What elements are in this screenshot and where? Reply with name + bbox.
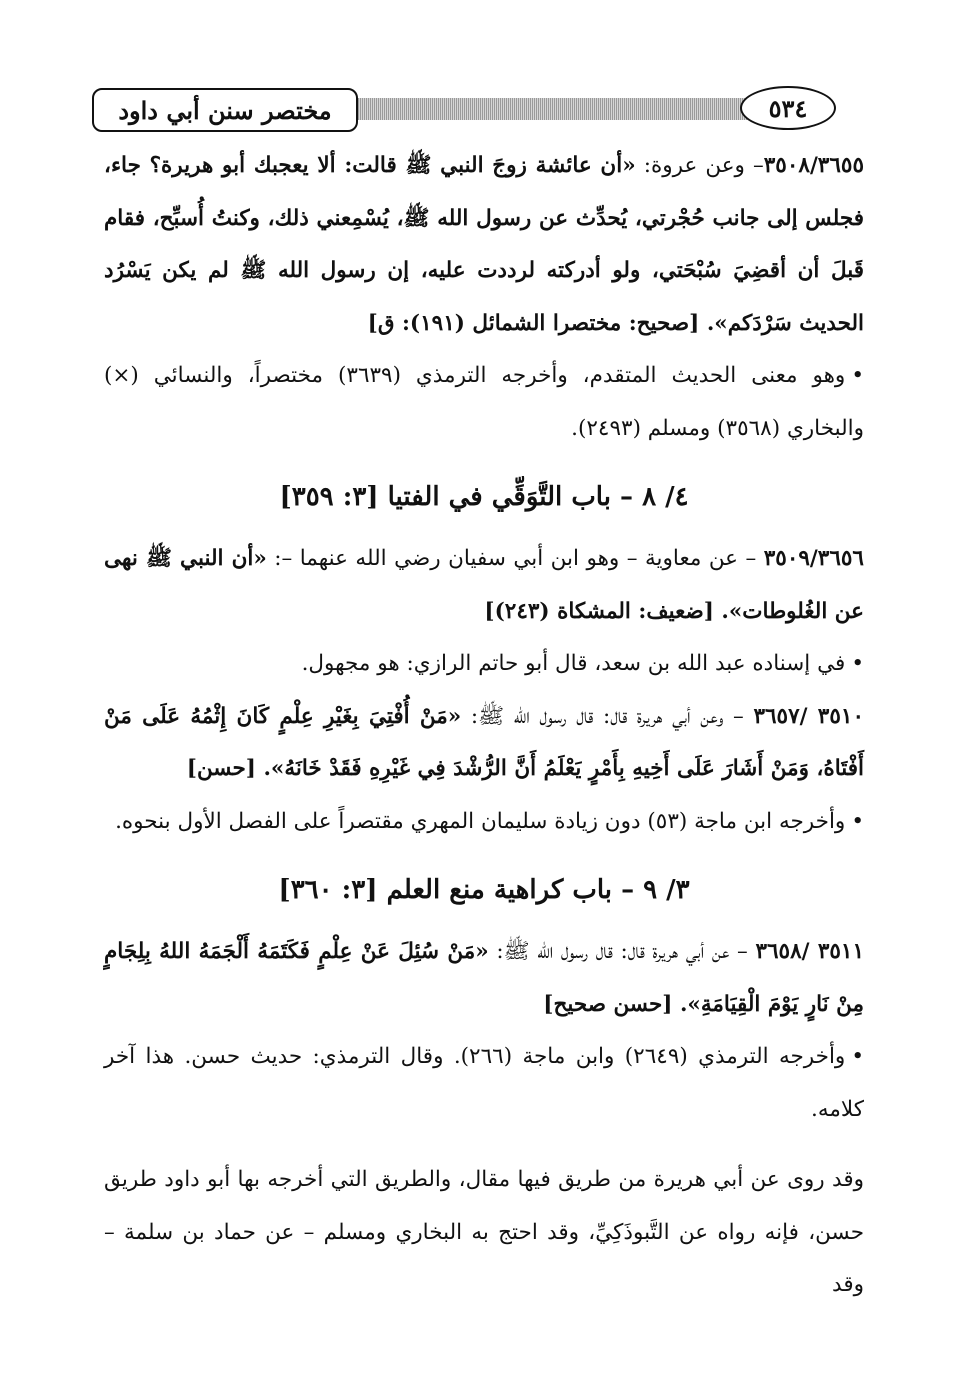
hadith-text: «مَنْ أُفْتِيَ بِغَيْرِ عِلْمٍ كَانَ إِثْمُهُ عَلَى مَنْ أَفْتَاهُ، وَمَنْ أَشَارَ عَلَى أَخِيهِ بِأَمْرٍ يَعْلَمُ أَنَّ الرُّشْدَ فِي غَيْرِهِ فَقَدْ خَانَهُ». — [104, 703, 864, 781]
hadith-number: ٣٥٠٩/٣٦٥٦ — [763, 546, 864, 571]
page-header — [92, 86, 864, 138]
note-text: وأخرجه ابن ماجة (٥٣) دون زيادة سليمان المهري مقتصراً على الفصل الأول بنحوه. — [115, 808, 846, 834]
chapter-heading: ٤/ ٨ – باب التَّوَقِّي في الفتيا [٣: ٣٥٩] — [279, 482, 689, 512]
note-text: وهو معنى الحديث المتقدم، وأخرجه الترمذي (٣٦٣٩) مختصراً، والنسائي (×) والبخاري (٣٥٦٨) ومسلم (٢٤٩٣). — [104, 363, 864, 441]
hadith-intro: – عن معاوية – وهو ابن أبي سفيان رضي الله عنهما –: — [266, 546, 764, 571]
note-text: في إسناده عبد الله بن سعد، قال أبو حاتم الرازي: هو مجهول. — [301, 651, 846, 676]
hadith-text: «مَنْ سُئِلَ عَنْ عِلْمٍ فَكَتَمَهُ أَلْجَمَهُ اللهُ بِلِجَامٍ مِنْ نَارٍ يَوْمَ الْقِيَامَةِ». — [104, 939, 864, 1017]
hadith-grade: [حسن صحيح] — [543, 991, 680, 1017]
book-title: مختصر سنن أبي داود — [92, 88, 358, 132]
hadith-grade: [حسن] — [186, 756, 264, 781]
note-text: وأخرجه الترمذي (٢٦٤٩) وابن ماجة (٢٦٦). وقال الترمذي: حديث حسن. هذا آخر كلامه. — [104, 1044, 864, 1122]
hadith-text: «أن عائشة زوجَ النبي ﷺ قالت: ألا يعجبك أبو هريرة؟ جاء، فجلس إلى جانب حُجْرتي، يُحدِّث عن رسول الله ﷺ، يُسْمِعني ذلك، وكنتُ أُسبِّح، فقام قَبلَ أن أقضِيَ سُبْحَتي، ولو أدركته لرددت عليه، إن رسول الله ﷺ لم يكن يَسْرُد الحديث سَرْدَكم». — [104, 153, 864, 336]
hadith-grade: [ضعيف: المشكاة (٢٤٣)] — [484, 598, 722, 624]
commentary-paragraph: وقد روى عن أبي هريرة من طريق فيها مقال، والطريق التي أخرجه بها أبو داود طريق حسن، فإنه رواه عن التَّبوذَكِيِّ، وقد احتج به البخاري ومسلم – عن حماد بن سلمة – وقد — [104, 1167, 864, 1297]
hadith-number: ٣٥١٠ /٣٦٥٧ — [753, 703, 864, 729]
chapter-heading: ٣/ ٩ – باب كراهية منع العلم [٣: ٣٦٠] — [278, 875, 690, 905]
hadith-3510 — [104, 691, 864, 796]
hadith-3511 — [104, 926, 864, 1031]
hadith-number: ٣٥٠٨/٣٦٥٥ — [763, 153, 864, 178]
hadith-text: «أن النبي ﷺ نهى عن الغُلوطات». — [104, 546, 864, 624]
hadith-3509 — [104, 533, 864, 638]
page-number: ٥٣٤ — [740, 86, 836, 130]
note: •وهو معنى الحديث المتقدم، وأخرجه الترمذي (٣٦٣٩) مختصراً، والنسائي (×) والبخاري (٣٥٦٨) ومسلم (٢٤٩٣). — [104, 363, 864, 441]
hadith-3508 — [104, 140, 864, 350]
hadith-number: ٣٥١١ /٣٦٥٨ — [755, 939, 865, 964]
hadith-grade: [صحيح: مختصرا الشمائل (١٩١): ق] — [367, 310, 707, 336]
note: •وأخرجه ابن ماجة (٥٣) دون زيادة سليمان المهري مقتصراً على الفصل الأول بنحوه. — [115, 808, 864, 834]
page-body — [104, 140, 864, 1312]
note: •في إسناده عبد الله بن سعد، قال أبو حاتم الرازي: هو مجهول. — [301, 651, 864, 676]
hadith-intro: – عن أبي هريرة قال: قال رسول الله ﷺ: — [488, 939, 756, 964]
note: •وأخرجه الترمذي (٢٦٤٩) وابن ماجة (٢٦٦). وقال الترمذي: حديث حسن. هذا آخر كلامه. — [104, 1044, 865, 1122]
hadith-intro: – وعن عروة: — [635, 153, 764, 178]
hadith-intro: – وعن أبي هريرة قال: قال رسول الله ﷺ: — [461, 703, 754, 729]
